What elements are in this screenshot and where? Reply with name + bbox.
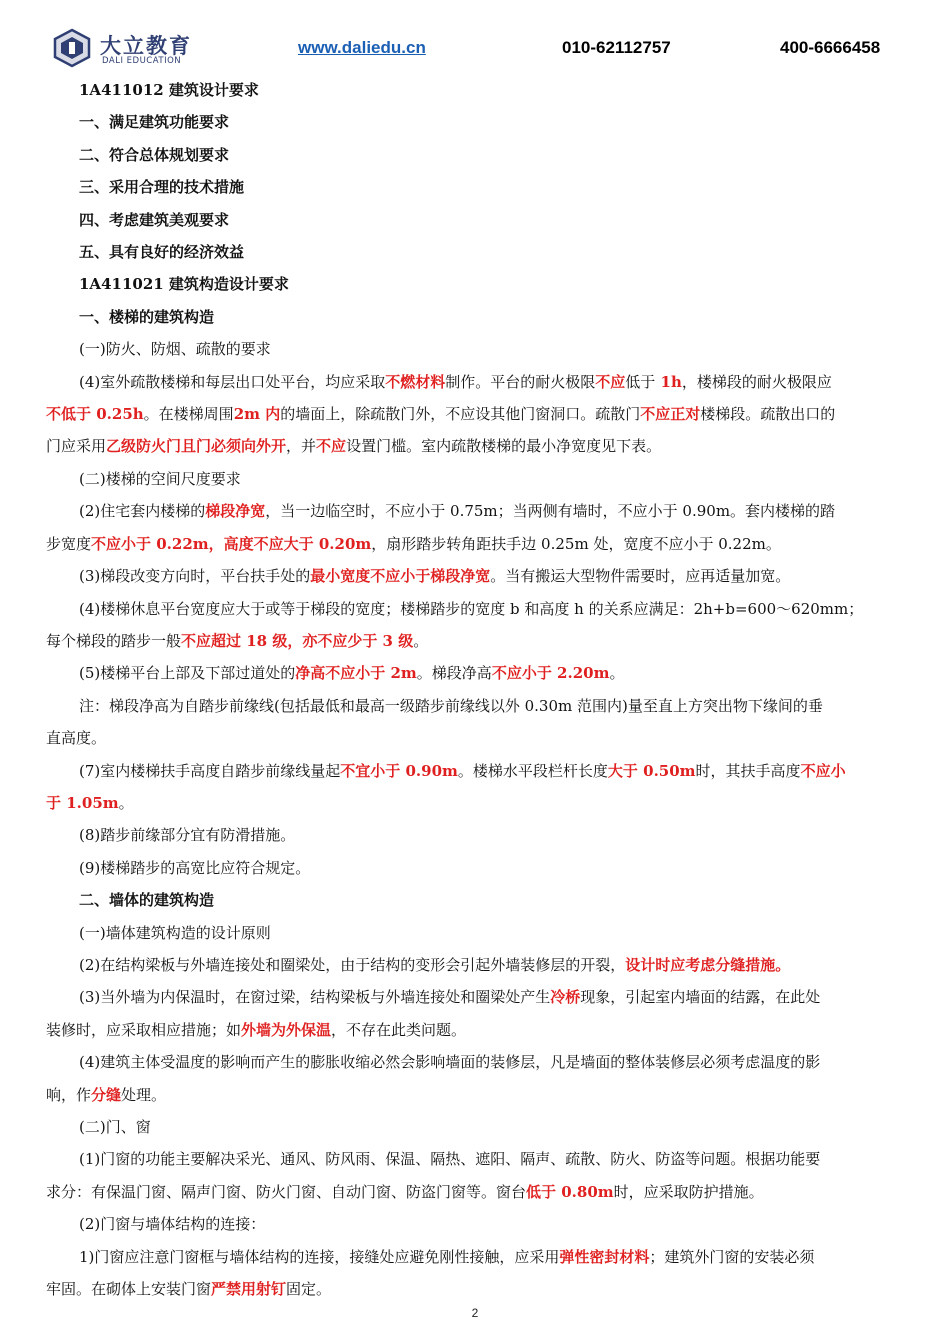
heading: 一、楼梯的建筑构造 [79,307,215,326]
subheading: (二)门、窗 [79,1118,151,1136]
page-header [0,0,950,80]
subheading: (一)墙体建筑构造的设计原则 [79,923,271,942]
note: 注：梯段净高为自踏步前缘线(包括最低和最高一级踏步前缘线以外 0.30m 范围内)量至直上方突出物下缘间的垂 [79,696,823,715]
heading: 三、采用合理的技术措施 [79,178,245,197]
heading: 五、具有良好的经济效益 [79,243,245,262]
paragraph-cont: 响，作分缝处理。 [46,1085,167,1104]
paragraph-cont: 于 1.05m。 [46,793,134,812]
paragraph: (4)建筑主体受温度的影响而产生的膨胀收缩必然会影响墙面的装修层，凡是墙面的整体装修层必须考虑温度的影 [79,1053,821,1072]
paragraph-cont: 牢固。在砌体上安装门窗严禁用射钉固定。 [46,1280,332,1299]
paragraph: (4)室外疏散楼梯和每层出口处平台，均应采取不燃材料制作。平台的耐火极限不应低于 1h，楼梯段的耐火极限应 [79,372,832,391]
paragraph-cont: 装修时，应采取相应措施；如外墙为外保温，不存在此类问题。 [46,1020,467,1039]
paragraph: (8)踏步前缘部分宜有防滑措施。 [79,826,296,845]
phone-number-1: 010-62112757 [562,38,671,57]
paragraph: (2)门窗与墙体结构的连接： [79,1215,266,1234]
paragraph-cont: 门应采用乙级防火门且门必须向外开，并不应设置门槛。室内疏散楼梯的最小净宽度见下表。 [46,437,662,456]
website-link[interactable]: www.daliedu.cn [298,38,426,57]
paragraph: (2)住宅套内楼梯的梯段净宽，当一边临空时，不应小于 0.75m；当两侧有墙时，不应小于 0.90m。套内楼梯的踏 [79,502,836,521]
heading: 四、考虑建筑美观要求 [79,210,230,229]
section-heading: 1A411012 建筑设计要求 [79,81,259,99]
heading: 一、满足建筑功能要求 [79,113,230,132]
paragraph: 1)门窗应注意门窗框与墙体结构的连接，接缝处应避免刚性接触，应采用弹性密封材料；建筑外门窗的安装必须 [79,1247,815,1266]
document-body [46,74,908,1305]
heading: 二、符合总体规划要求 [79,145,230,164]
brand-name-en: DALI EDUCATION [102,56,182,66]
note-cont: 直高度。 [46,729,107,748]
paragraph-cont: 求分：有保温门窗、隔声门窗、防火门窗、自动门窗、防盗门窗等。窗台低于 0.80m时，应采取防护措施。 [46,1182,764,1201]
page-number: 2 [471,1306,479,1320]
section-heading: 1A411021 建筑构造设计要求 [79,275,289,294]
paragraph: (5)楼梯平台上部及下部过道处的净高不应小于 2m。梯段净高不应小于 2.20m。 [79,664,625,683]
paragraph: (3)当外墙为内保温时，在窗过梁，结构梁板与外墙连接处和圈梁处产生冷桥现象，引起室内墙面的结露，在此处 [79,988,821,1007]
heading: 二、墙体的建筑构造 [79,891,215,910]
paragraph: (2)在结构梁板与外墙连接处和圈梁处，由于结构的变形会引起外墙装修层的开裂，设计时应考虑分缝措施。 [79,955,791,974]
paragraph: (3)梯段改变方向时，平台扶手处的最小宽度不应小于梯段净宽。当有搬运大型物件需要时，应再适量加宽。 [79,567,791,586]
dali-logo-icon [52,28,92,68]
paragraph: (7)室内楼梯扶手高度自踏步前缘线量起不宜小于 0.90m。楼梯水平段栏杆长度大于 0.50m时，其扶手高度不应小 [79,761,846,780]
phone-number-2: 400-6666458 [780,38,881,57]
brand-name: 大立教育 [100,34,192,58]
subheading: (二)楼梯的空间尺度要求 [79,469,241,488]
subheading: (一)防火、防烟、疏散的要求 [79,340,271,359]
paragraph: (9)楼梯踏步的高宽比应符合规定。 [79,858,311,877]
paragraph-cont: 不低于 0.25h。在楼梯周围2m 内的墙面上，除疏散门外，不应设其他门窗洞口。疏散门不应正对楼梯段。疏散出口的 [46,405,836,424]
paragraph: (4)楼梯休息平台宽度应大于或等于梯段的宽度；楼梯踏步的宽度 b 和高度 h 的关系应满足：2h+b=600～620mm； [79,599,864,618]
paragraph: (1)门窗的功能主要解决采光、通风、防风雨、保温、隔热、遮阳、隔声、疏散、防火、防盗等问题。根据功能要 [79,1150,821,1169]
paragraph-cont: 步宽度不应小于 0.22m，高度不应大于 0.20m，扇形踏步转角距扶手边 0.25m 处，宽度不应小于 0.22m。 [46,534,781,553]
paragraph-cont: 每个梯段的踏步一般不应超过 18 级，亦不应少于 3 级。 [46,631,429,650]
